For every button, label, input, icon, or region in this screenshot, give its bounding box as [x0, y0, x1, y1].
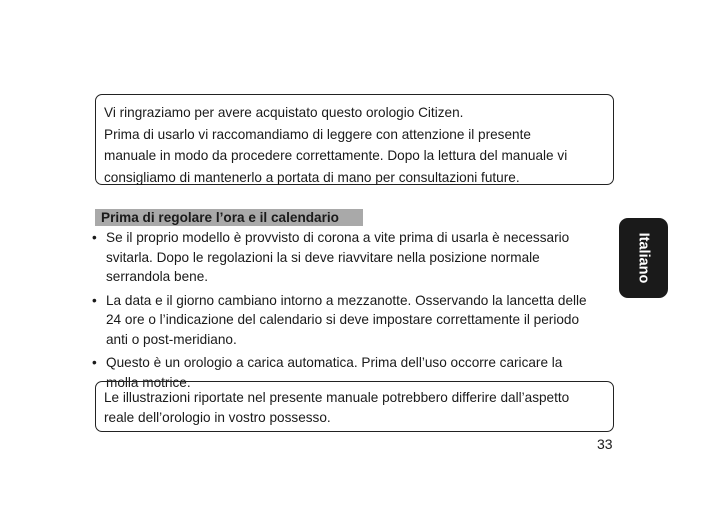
- bullet-line: 24 ore o l’indicazione del calendario si deve impostare correttamente il periodo: [106, 312, 580, 327]
- list-item: [92, 291, 622, 350]
- bullet-line: svitarla. Dopo le regolazioni la si deve riavvitare nella posizione normale: [106, 249, 540, 265]
- bullet-line: Se il proprio modello è provvisto di corona a vite prima di usarla è necessario: [106, 230, 570, 245]
- bullet-line: serrandola bene.: [106, 269, 209, 284]
- bullet-icon: •: [92, 355, 97, 370]
- note-line: Le illustrazioni riportate nel presente manuale potrebbero differire dall’aspetto: [104, 390, 570, 405]
- language-tab: [619, 218, 668, 298]
- note-box: [95, 381, 614, 432]
- page-number: 33: [597, 436, 613, 452]
- intro-line: manuale in modo da procedere correttamente. Dopo la lettura del manuale vi: [104, 148, 568, 163]
- section-heading: Prima di regolare l’ora e il calendario: [95, 209, 363, 226]
- list-item: [92, 228, 622, 287]
- note-line: reale dell’orologio in vostro possesso.: [104, 410, 331, 425]
- bullet-line: Questo è un orologio a carica automatica. Prima dell’uso occorre caricare la: [106, 355, 563, 370]
- language-tab-label: Italiano: [635, 232, 652, 284]
- intro-line: Vi ringraziamo per avere acquistato questo orologio Citizen.: [104, 105, 464, 120]
- bullet-line: La data e il giorno cambiano intorno a mezzanotte. Osservando la lancetta delle: [106, 292, 587, 308]
- bullet-icon: •: [92, 230, 97, 245]
- bullet-icon: •: [92, 292, 97, 308]
- intro-line: Prima di usarlo vi raccomandiamo di leggere con attenzione il presente: [104, 126, 531, 142]
- intro-line: consigliamo di mantenerlo a portata di mano per consultazioni future.: [104, 169, 520, 185]
- intro-box: [95, 94, 614, 185]
- bullet-line: molla motrice.: [106, 374, 191, 390]
- bullet-list: [92, 228, 622, 392]
- bullet-line: anti o post-meridiano.: [106, 331, 237, 347]
